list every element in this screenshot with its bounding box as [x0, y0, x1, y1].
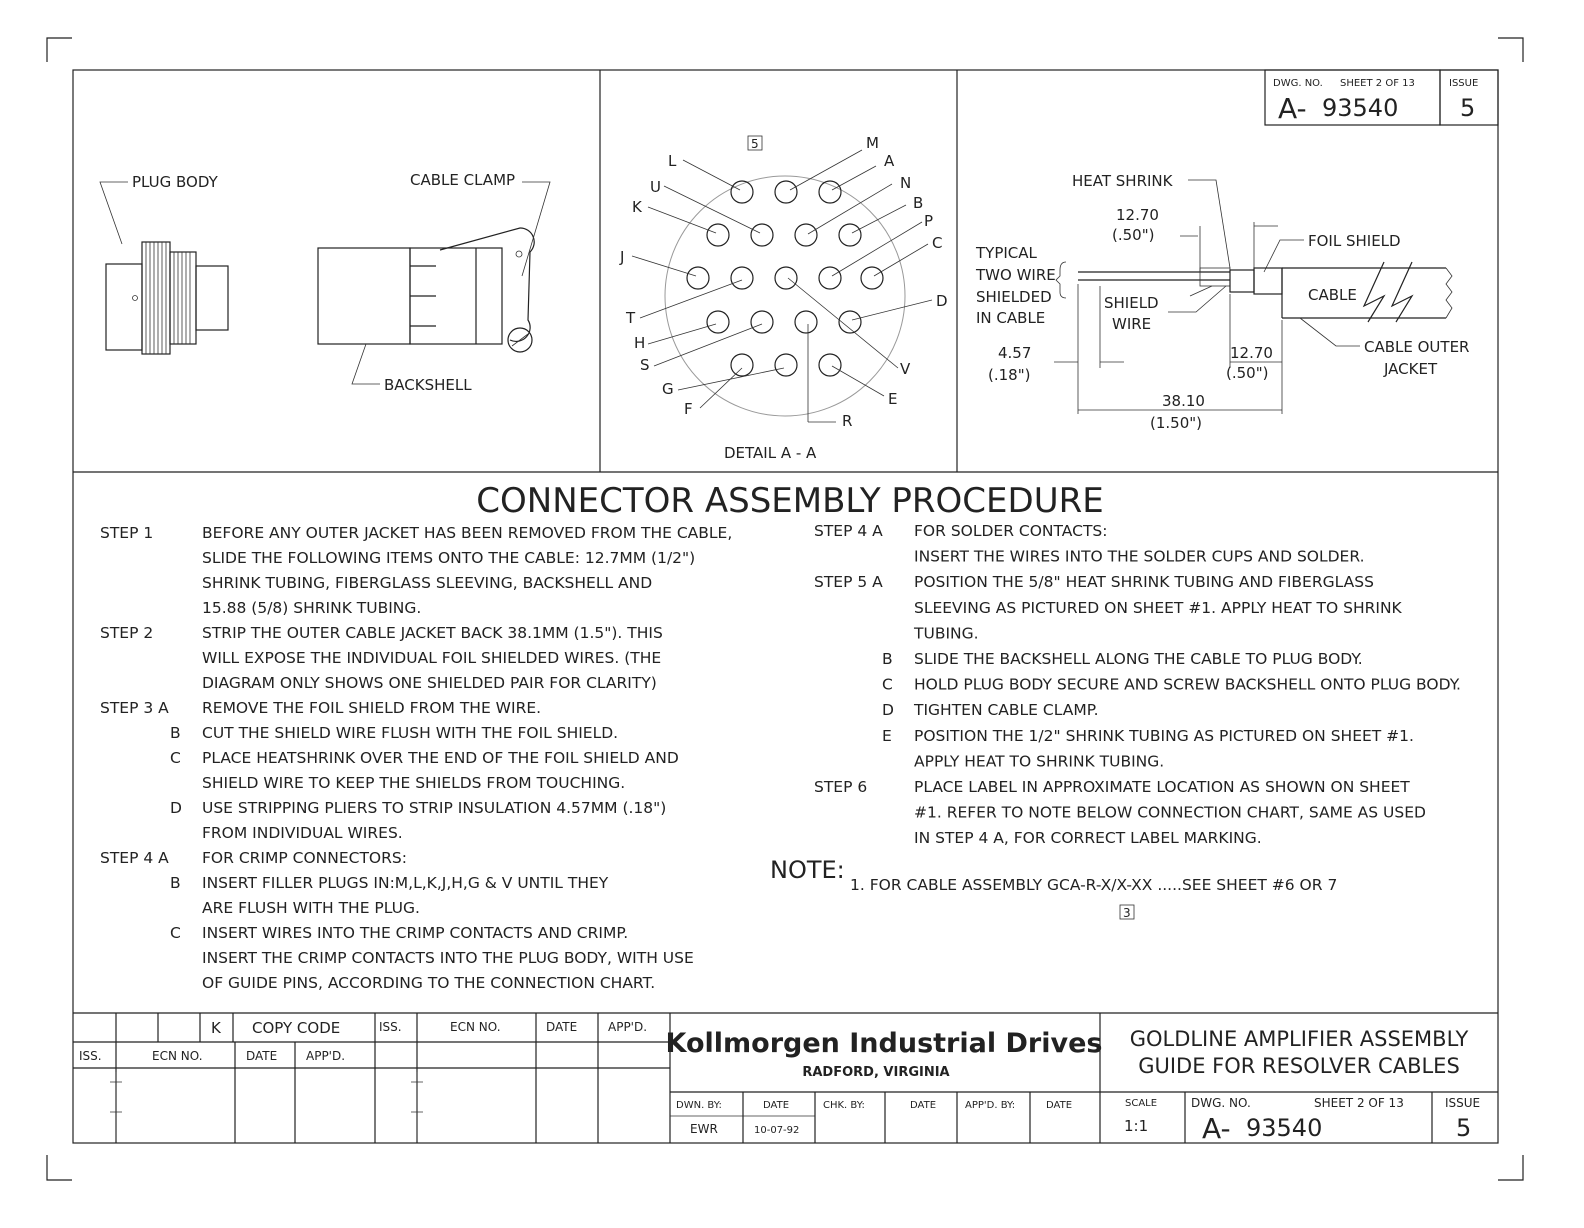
- note-label: NOTE:: [770, 856, 845, 884]
- pin-label-k: K: [632, 198, 642, 216]
- copy-code-label: COPY CODE: [252, 1019, 341, 1037]
- appd-date-label: DATE: [1046, 1100, 1073, 1111]
- procedure-step-label: STEP 5 A: [814, 573, 883, 592]
- rev-appd-header: APP'D.: [306, 1049, 346, 1063]
- top-issue-number: 5: [1460, 94, 1476, 122]
- procedure-step-text: STRIP THE OUTER CABLE JACKET BACK 38.1MM (1.5"). THIS: [202, 624, 663, 642]
- procedure-step-text: REMOVE THE FOIL SHIELD FROM THE WIRE.: [202, 699, 542, 717]
- procedure-step-label: C: [170, 924, 181, 942]
- top-dwg-number-box: [1265, 70, 1498, 125]
- procedure-step-text: FOR SOLDER CONTACTS:: [914, 522, 1108, 540]
- procedure-step-text: INSERT THE WIRES INTO THE SOLDER CUPS AND SOLDER.: [914, 547, 1365, 566]
- pin-label-f: F: [684, 400, 693, 418]
- pin-detail-flag: 5: [751, 137, 759, 151]
- top-dwg-no-label: DWG. NO.: [1273, 78, 1323, 89]
- procedure-step-label: STEP 4 A: [100, 849, 169, 867]
- procedure-step-text: SLEEVING AS PICTURED ON SHEET #1. APPLY HEAT TO SHRINK: [914, 598, 1402, 617]
- scale-label: SCALE: [1125, 1098, 1158, 1109]
- rev-iss-header-top: ISS.: [379, 1020, 402, 1034]
- cable-strip-detail: [975, 172, 1469, 432]
- dwn-date-value: 10-07-92: [754, 1125, 800, 1136]
- rev-k: K: [211, 1019, 221, 1037]
- pin-label-d: D: [936, 292, 948, 310]
- top-dwg-number: 93540: [1322, 94, 1399, 122]
- backshell-label: BACKSHELL: [384, 376, 472, 394]
- company-name: Kollmorgen Industrial Drives: [665, 1028, 1103, 1059]
- pin-label-e: E: [888, 390, 898, 408]
- procedure-step-text: PLACE HEATSHRINK OVER THE END OF THE FOIL SHIELD AND: [202, 749, 679, 767]
- procedure-step-text: CUT THE SHIELD WIRE FLUSH WITH THE FOIL SHIELD.: [202, 724, 619, 742]
- bottom-dwg-no-label: DWG. NO.: [1191, 1096, 1251, 1110]
- drawing-title-1: GOLDLINE AMPLIFIER ASSEMBLY: [1129, 1027, 1469, 1051]
- pin-label-s: S: [640, 356, 650, 374]
- procedure-step-text: SLIDE THE BACKSHELL ALONG THE CABLE TO PLUG BODY.: [914, 650, 1363, 668]
- procedure-step-text: POSITION THE 5/8" HEAT SHRINK TUBING AND FIBERGLASS: [914, 573, 1374, 592]
- typical-line-3: SHIELDED: [976, 288, 1052, 306]
- procedure-step-label: D: [170, 799, 182, 817]
- procedure-step-text: HOLD PLUG BODY SECURE AND SCREW BACKSHELL ONTO PLUG BODY.: [914, 675, 1461, 694]
- procedure-step-text: INSERT THE CRIMP CONTACTS INTO THE PLUG BODY, WITH USE: [202, 949, 694, 967]
- procedure-step-text: FOR CRIMP CONNECTORS:: [202, 849, 407, 867]
- shield-wire-line-2: WIRE: [1112, 315, 1152, 333]
- pin-label-t: T: [626, 309, 636, 327]
- procedure-step-label: D: [882, 701, 894, 720]
- procedure-step-label: STEP 3 A: [100, 699, 169, 717]
- rev-appd-header-top: APP'D.: [608, 1020, 648, 1034]
- chk-by-label: CHK. BY:: [823, 1100, 865, 1111]
- top-sheet-label: SHEET 2 OF 13: [1340, 78, 1415, 89]
- procedure-left-column: [100, 524, 732, 992]
- procedure-step-text: #1. REFER TO NOTE BELOW CONNECTION CHART, SAME AS USED: [914, 803, 1426, 822]
- procedure-step-text: 15.88 (5/8) SHRINK TUBING.: [202, 599, 422, 617]
- procedure-step-text: WILL EXPOSE THE INDIVIDUAL FOIL SHIELDED WIRES. (THE: [202, 649, 662, 667]
- procedure-step-label: B: [882, 650, 893, 668]
- cable-clamp-label: CABLE CLAMP: [410, 171, 516, 189]
- dwn-date-label: DATE: [763, 1100, 790, 1111]
- procedure-step-label: STEP 1: [100, 524, 154, 542]
- pin-label-c: C: [932, 234, 943, 252]
- outer-jacket-line-1: CABLE OUTER: [1364, 338, 1470, 356]
- top-dwg-prefix: A-: [1278, 92, 1307, 125]
- pin-label-l: L: [668, 152, 677, 170]
- procedure-step-label: STEP 2: [100, 624, 154, 642]
- procedure-step-label: STEP 4 A: [814, 522, 883, 540]
- pin-detail-title: DETAIL A - A: [724, 444, 817, 462]
- rev-date-header: DATE: [246, 1049, 278, 1063]
- dim-b-in: (.18"): [988, 366, 1031, 384]
- pin-label-m: M: [866, 134, 879, 152]
- pin-label-a: A: [884, 152, 895, 170]
- dwn-by-label: DWN. BY:: [676, 1100, 722, 1111]
- procedure-step-text: SHRINK TUBING, FIBERGLASS SLEEVING, BACKSHELL AND: [202, 574, 653, 592]
- pin-label-h: H: [634, 334, 646, 352]
- dim-d-mm: 38.10: [1162, 392, 1205, 410]
- dim-a-mm: 12.70: [1116, 206, 1159, 224]
- procedure-step-text: PLACE LABEL IN APPROXIMATE LOCATION AS SHOWN ON SHEET: [914, 778, 1410, 796]
- shield-wire-line-1: SHIELD: [1104, 294, 1159, 312]
- rev-iss-header: ISS.: [79, 1049, 102, 1063]
- assembly-procedure: [100, 481, 1461, 992]
- pin-detail-view: [619, 134, 948, 462]
- rev-ecn-header-top: ECN NO.: [450, 1020, 501, 1034]
- pin-label-g: G: [662, 380, 674, 398]
- dim-a-in: (.50"): [1112, 226, 1155, 244]
- typical-line-1: TYPICAL: [976, 244, 1037, 262]
- drawing-title-2: GUIDE FOR RESOLVER CABLES: [1138, 1054, 1460, 1078]
- procedure-step-text: TIGHTEN CABLE CLAMP.: [914, 701, 1099, 720]
- typical-line-4: IN CABLE: [976, 309, 1046, 327]
- plug-assembly-view: [100, 171, 550, 394]
- procedure-step-text: OF GUIDE PINS, ACCORDING TO THE CONNECTION CHART.: [202, 974, 656, 992]
- rev-ecn-header: ECN NO.: [152, 1049, 203, 1063]
- procedure-title: CONNECTOR ASSEMBLY PROCEDURE: [476, 481, 1104, 521]
- procedure-step-label: STEP 6: [814, 778, 868, 796]
- dim-c-mm: 12.70: [1230, 344, 1273, 362]
- procedure-step-text: DIAGRAM ONLY SHOWS ONE SHIELDED PAIR FOR CLARITY): [202, 674, 657, 692]
- scale-value: 1:1: [1124, 1117, 1149, 1135]
- procedure-step-label: C: [170, 749, 181, 767]
- cable-label: CABLE: [1308, 286, 1357, 304]
- heat-shrink-label: HEAT SHRINK: [1072, 172, 1173, 190]
- appd-by-label: APP'D. BY:: [965, 1100, 1016, 1111]
- procedure-step-label: B: [170, 724, 181, 742]
- outer-jacket-line-2: JACKET: [1384, 360, 1438, 378]
- procedure-step-text: INSERT WIRES INTO THE CRIMP CONTACTS AND CRIMP.: [202, 924, 629, 942]
- bottom-dwg-prefix: A-: [1202, 1112, 1231, 1145]
- pin-label-v: V: [900, 360, 911, 378]
- plug-body-label: PLUG BODY: [132, 173, 218, 191]
- procedure-step-label: C: [882, 675, 893, 694]
- typical-line-2: TWO WIRE: [976, 266, 1056, 284]
- procedure-step-text: FROM INDIVIDUAL WIRES.: [202, 824, 403, 842]
- procedure-step-label: E: [882, 726, 892, 745]
- company-location: RADFORD, VIRGINIA: [802, 1065, 950, 1080]
- chk-date-label: DATE: [910, 1100, 937, 1111]
- procedure-step-text: ARE FLUSH WITH THE PLUG.: [202, 899, 420, 917]
- dim-d-in: (1.50"): [1150, 414, 1203, 432]
- bottom-dwg-number: 93540: [1246, 1114, 1323, 1142]
- procedure-step-text: USE STRIPPING PLIERS TO STRIP INSULATION 4.57MM (.18"): [202, 799, 667, 817]
- procedure-step-text: POSITION THE 1/2" SHRINK TUBING AS PICTURED ON SHEET #1.: [914, 726, 1414, 745]
- procedure-step-text: TUBING.: [914, 624, 979, 643]
- pin-label-n: N: [900, 174, 912, 192]
- procedure-step-text: SLIDE THE FOLLOWING ITEMS ONTO THE CABLE: 12.7MM (1/2"): [202, 549, 696, 567]
- procedure-right-column: [814, 522, 1461, 847]
- dim-b-mm: 4.57: [998, 344, 1032, 362]
- bottom-issue-number: 5: [1456, 1114, 1472, 1142]
- bottom-issue-label: ISSUE: [1445, 1096, 1481, 1110]
- note-text: 1. FOR CABLE ASSEMBLY GCA-R-X/X-XX .....SEE SHEET #6 OR 7: [850, 876, 1338, 894]
- procedure-step-text: INSERT FILLER PLUGS IN:M,L,K,J,H,G & V UNTIL THEY: [202, 874, 609, 892]
- procedure-step-text: BEFORE ANY OUTER JACKET HAS BEEN REMOVED FROM THE CABLE,: [202, 524, 733, 542]
- procedure-step-text: APPLY HEAT TO SHRINK TUBING.: [914, 752, 1165, 771]
- pin-label-r: R: [842, 412, 853, 430]
- pin-label-j: J: [620, 248, 625, 266]
- pin-label-p: P: [924, 212, 934, 230]
- pin-label-u: U: [650, 178, 661, 196]
- title-block: [73, 1013, 1498, 1145]
- top-issue-label: ISSUE: [1449, 78, 1479, 89]
- dwn-by-value: EWR: [690, 1122, 718, 1136]
- dim-c-in: (.50"): [1226, 364, 1269, 382]
- rev-date-header-top: DATE: [546, 1020, 578, 1034]
- pin-label-b: B: [913, 194, 924, 212]
- note-flag: 3: [1123, 906, 1131, 920]
- foil-shield-label: FOIL SHIELD: [1308, 232, 1401, 250]
- procedure-step-text: IN STEP 4 A, FOR CORRECT LABEL MARKING.: [914, 829, 1262, 848]
- procedure-step-text: SHIELD WIRE TO KEEP THE SHIELDS FROM TOUCHING.: [202, 774, 626, 792]
- procedure-step-label: B: [170, 874, 181, 892]
- bottom-sheet-label: SHEET 2 OF 13: [1314, 1096, 1404, 1110]
